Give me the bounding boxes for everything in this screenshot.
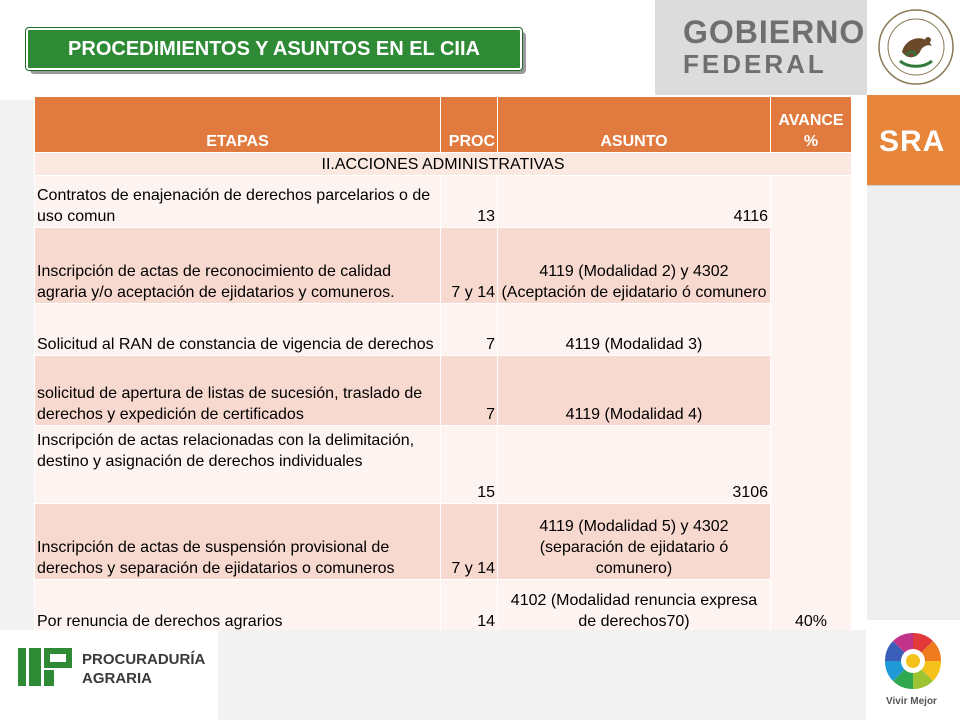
header-etapas: ETAPAS xyxy=(35,97,441,153)
gov-line2: FEDERAL xyxy=(683,49,827,79)
slide-title: PROCEDIMIENTOS Y ASUNTOS EN EL CIIA xyxy=(68,38,480,60)
table-row xyxy=(35,176,852,228)
proc-cell: 14 xyxy=(441,580,498,633)
sra-text: SRA xyxy=(879,125,946,158)
etapa-cell: Solicitud al RAN de constancia de vigencia de derechos xyxy=(35,304,441,356)
vivir-mejor-flower-icon xyxy=(880,628,946,694)
table-row xyxy=(35,356,852,426)
mexico-seal-icon xyxy=(876,6,956,88)
proc-cell: 13 xyxy=(441,176,498,228)
right-strip-divider xyxy=(867,185,960,186)
proc-cell: 15 xyxy=(441,426,498,504)
etapa-cell: Inscripción de actas de suspensión provisional de derechos y separación de ejidatarios o comuneros xyxy=(35,504,441,580)
proc-cell: 7 xyxy=(441,304,498,356)
table-row xyxy=(35,304,852,356)
table-row xyxy=(35,228,852,304)
header-avance xyxy=(771,97,852,153)
table-header-row xyxy=(35,97,852,153)
procuraduria-line2: AGRARIA xyxy=(82,670,152,687)
sra-logo xyxy=(867,95,960,185)
gobierno-federal-logo xyxy=(683,16,865,78)
asunto-cell: 4119 (Modalidad 5) y 4302 (separación de ejidatario ó comunero) xyxy=(498,504,771,580)
asunto-cell: 4119 (Modalidad 4) xyxy=(498,356,771,426)
left-margin-strip xyxy=(0,100,34,630)
section-label: II.ACCIONES ADMINISTRATIVAS xyxy=(35,153,852,176)
table-row xyxy=(35,504,852,580)
etapa-cell: solicitud de apertura de listas de sucesión, traslado de derechos y expedición de certificados xyxy=(35,356,441,426)
asunto-cell: 4116 xyxy=(498,176,771,228)
slide-title-box xyxy=(26,28,522,70)
asunto-cell: 4119 (Modalidad 3) xyxy=(498,304,771,356)
etapa-cell: Inscripción de actas relacionadas con la delimitación, destino y asignación de derechos individuales xyxy=(35,426,441,504)
footer-grey-area xyxy=(218,630,866,720)
gov-line1: GOBIERNO xyxy=(683,14,866,50)
asunto-cell: 4102 (Modalidad renuncia expresa de derechos70) xyxy=(498,580,771,633)
proc-cell: 7 xyxy=(441,356,498,426)
etapa-cell: Por renuncia de derechos agrarios xyxy=(35,580,441,633)
procuraduria-agraria-text xyxy=(82,650,205,688)
proc-cell: 7 y 14 xyxy=(441,504,498,580)
header-avance-line2: % xyxy=(803,133,819,150)
etapa-cell: Inscripción de actas de reconocimiento de calidad agraria y/o aceptación de ejidatarios y comuneros. xyxy=(35,228,441,304)
table-row xyxy=(35,580,852,633)
proc-cell: 7 y 14 xyxy=(441,228,498,304)
vivir-mejor-text: Vivir Mejor xyxy=(886,696,937,707)
procedures-table xyxy=(34,96,852,633)
header-proc: PROC xyxy=(441,97,498,153)
avance-cell: 40% xyxy=(771,176,852,633)
etapa-cell: Contratos de enajenación de derechos parcelarios o de uso comun xyxy=(35,176,441,228)
table-row xyxy=(35,426,852,504)
header-avance-line1: AVANCE xyxy=(778,112,844,129)
procuraduria-line1: PROCURADURÍA xyxy=(82,651,206,668)
right-side-strip xyxy=(867,185,960,620)
asunto-cell: 3106 xyxy=(498,426,771,504)
section-row xyxy=(35,153,852,176)
header-asunto: ASUNTO xyxy=(498,97,771,153)
procuraduria-logo-icon xyxy=(18,646,74,688)
asunto-cell: 4119 (Modalidad 2) y 4302 (Aceptación de ejidatario ó comunero xyxy=(498,228,771,304)
